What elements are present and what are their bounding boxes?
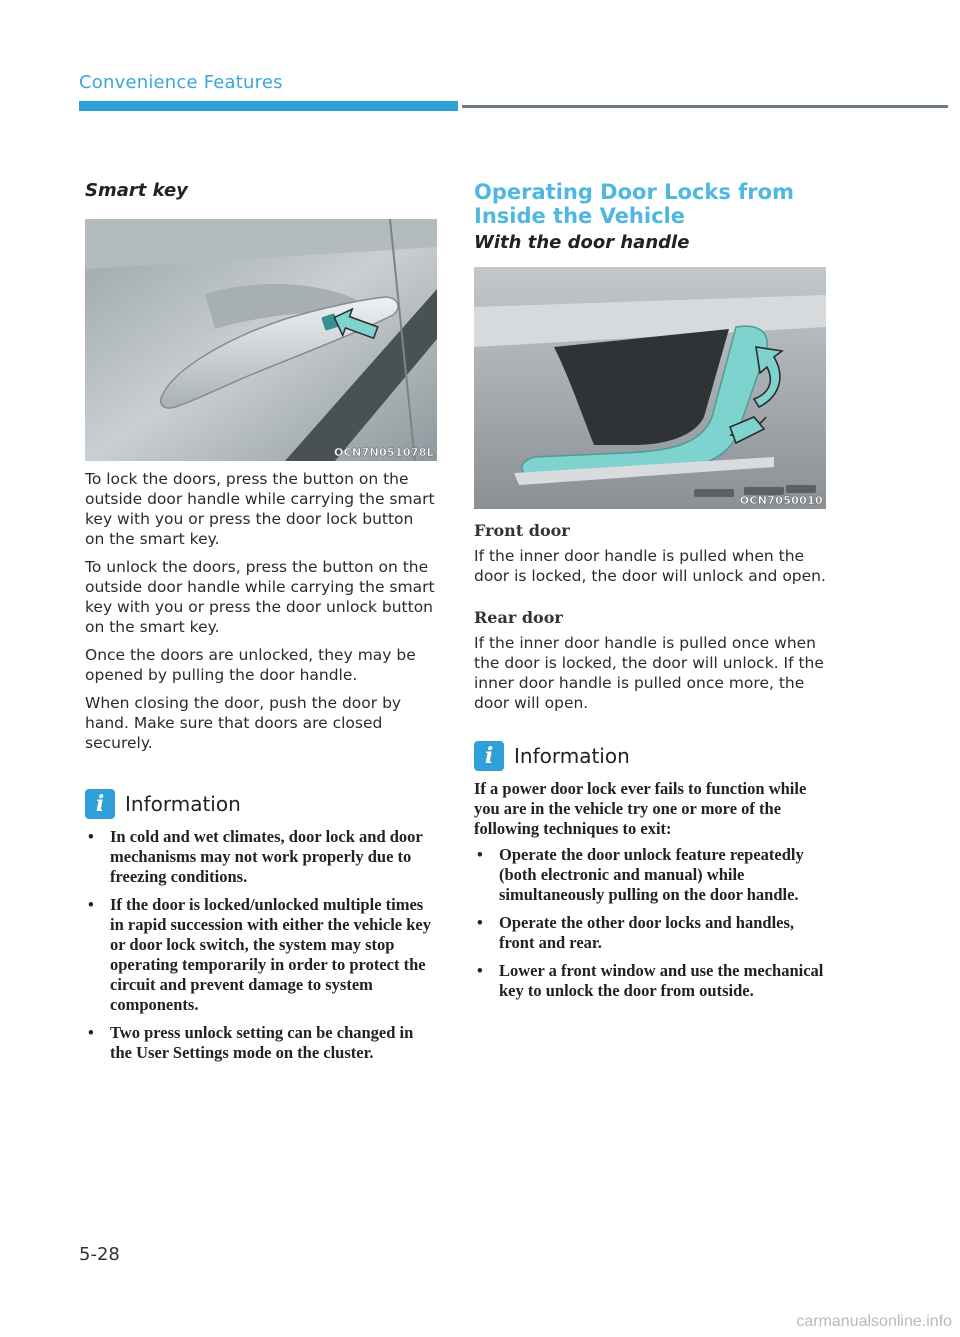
list-item: • Operate the other door locks and handles, front and rear.	[474, 913, 830, 953]
info-title: Information	[125, 792, 241, 816]
page-number: 5-28	[79, 1244, 120, 1265]
list-item: • In cold and wet climates, door lock and door mechanisms may not work properly due to freezing conditions.	[85, 827, 437, 887]
section-title: Operating Door Locks from Inside the Vehicle	[474, 180, 794, 228]
list-item: • Two press unlock setting can be changed in the User Settings mode on the cluster.	[85, 1023, 437, 1063]
right-column	[474, 180, 830, 1009]
lock-instructions: To lock the doors, press the button on the outside door handle while carrying the smart key with you or press the door lock button on the smart key.	[85, 470, 435, 548]
list-item: • Lower a front window and use the mechanical key to unlock the door from outside.	[474, 961, 830, 1001]
info-title: Information	[514, 744, 630, 768]
header-bar-accent	[79, 101, 458, 111]
outside-door-handle-illustration	[85, 219, 437, 461]
header-bar-rule	[462, 105, 948, 108]
front-door-text: If the inner door handle is pulled when the door is locked, the door will unlock and open.	[474, 547, 826, 585]
inside-door-handle-illustration	[474, 267, 826, 509]
door-handle-subhead: With the door handle	[474, 232, 690, 253]
rear-door-text: If the inner door handle is pulled once when the door is locked, the door will unlock. If the inner door handle is pulled once more, the door will open.	[474, 634, 824, 712]
close-instructions: When closing the door, push the door by hand. Make sure that doors are closed securely.	[85, 694, 402, 752]
figure-code-right: OCN7050010	[739, 494, 823, 507]
list-item: • If the door is locked/unlocked multiple times in rapid succession with either the vehicle key or door lock switch, the system may stop operating temporarily in order to protect the circuit and prevent damage to system components.	[85, 895, 437, 1015]
info-icon: i	[85, 789, 115, 819]
open-instructions: Once the doors are unlocked, they may be opened by pulling the door handle.	[85, 646, 416, 684]
info-icon: i	[474, 741, 504, 771]
left-column	[85, 180, 437, 1071]
info-box-right	[474, 741, 830, 1001]
rear-door-heading: Rear door	[474, 608, 563, 627]
watermark: carmanualsonline.info	[796, 1313, 952, 1330]
info-list-left	[85, 827, 437, 1063]
smart-key-subhead: Smart key	[85, 180, 188, 201]
front-door-heading: Front door	[474, 521, 570, 540]
inside-door-handle-figure	[474, 267, 826, 509]
header-section-title: Convenience Features	[79, 72, 283, 93]
outside-door-handle-figure	[85, 219, 437, 461]
info-box-left	[85, 789, 437, 1063]
list-item: • Operate the door unlock feature repeatedly (both electronic and manual) while simultaneously pulling on the door handle.	[474, 845, 830, 905]
info-intro: If a power door lock ever fails to function while you are in the vehicle try one or more of the following techniques to exit:	[474, 779, 807, 838]
info-list-right	[474, 845, 830, 1001]
unlock-instructions: To unlock the doors, press the button on the outside door handle while carrying the smart key with you or press the door unlock button on the smart key.	[85, 558, 435, 636]
figure-code-left: OCN7N051078L	[333, 446, 434, 459]
